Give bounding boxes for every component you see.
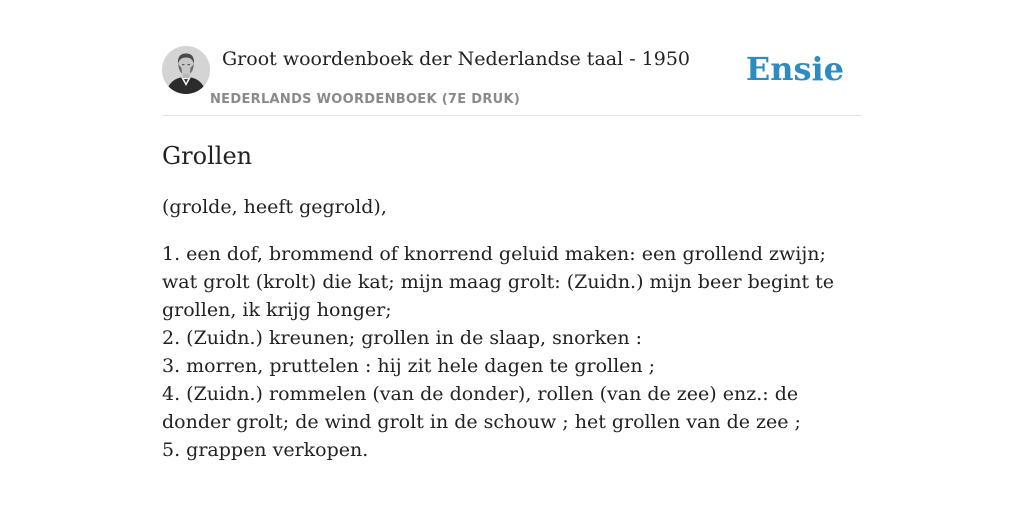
entry-card	[162, 40, 862, 464]
source-subtitle[interactable]: NEDERLANDS WOORDENBOEK (7E DRUK)	[210, 92, 521, 107]
sense-item: 5. grappen verkopen.	[162, 439, 369, 461]
sense-item: 1. een dof, brommend of knorrend geluid maken: een grollend zwijn; wat grolt (krolt) die kat; mijn maag grolt: (Zuidn.) mijn beer begint te grollen, ik krijg honger;	[162, 243, 835, 321]
source-title[interactable]: Groot woordenboek der Nederlandse taal - 1950	[222, 48, 691, 70]
portrait-icon	[162, 46, 210, 94]
sense-item: 3. morren, pruttelen : hij zit hele dagen te grollen ;	[162, 355, 656, 377]
ensie-logo-link[interactable]: Ensie	[745, 50, 844, 88]
sense-item: 2. (Zuidn.) kreunen; grollen in de slaap, snorken :	[162, 327, 643, 349]
sense-list	[162, 240, 862, 464]
source-header	[162, 40, 862, 116]
sense-item: 4. (Zuidn.) rommelen (van de donder), rollen (van de zee) enz.: de donder grolt; de wind grolt in de schouw ; het grollen van de zee ;	[162, 383, 801, 433]
entry-grammar: (grolde, heeft gegrold),	[162, 196, 387, 218]
entry-headword: Grollen	[162, 142, 253, 170]
avatar[interactable]	[162, 46, 210, 94]
